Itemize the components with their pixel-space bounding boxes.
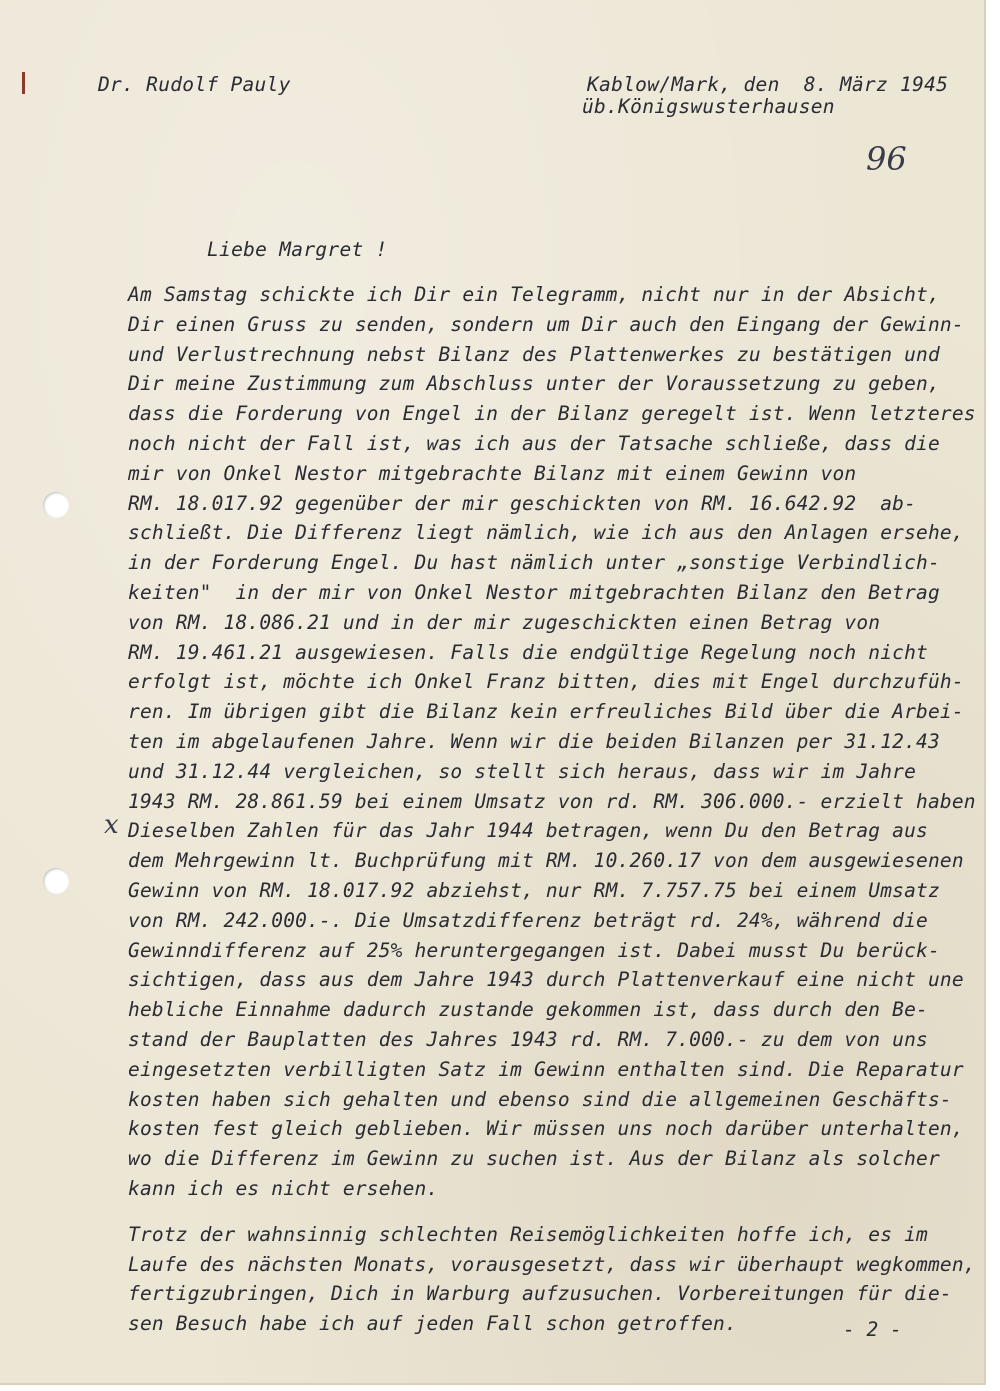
place-address: üb.Königswusterhausen — [582, 95, 835, 118]
closing-line: Trotz der wahnsinnig schlechten Reisemöglichkeiten hoffe ich, es im — [128, 1222, 928, 1246]
body-line: stand der Bauplatten des Jahres 1943 rd. RM. 7.000.- zu dem von uns — [128, 1027, 928, 1051]
body-line: eingesetzten verbilligten Satz im Gewinn enthalten sind. Die Reparatur — [128, 1057, 964, 1081]
sender-name: Dr. Rudolf Pauly — [98, 73, 291, 96]
body-line: dem Mehrgewinn lt. Buchprüfung mit RM. 10.260.17 von dem ausgewiesenen — [128, 849, 964, 873]
salutation: Liebe Margret ! — [207, 238, 388, 261]
body-line: ren. Im übrigen gibt die Bilanz kein erfreuliches Bild über die Arbei- — [128, 700, 964, 724]
punch-hole — [43, 492, 69, 518]
place-date: Kablow/Mark, den 8. März 1945 — [587, 73, 949, 96]
body-line: keiten" in der mir von Onkel Nestor mitgebrachten Bilanz den Betrag — [128, 580, 940, 604]
body-line: kosten haben sich gehalten und ebenso sind die allgemeinen Geschäfts- — [128, 1087, 952, 1111]
body-line: 1943 RM. 28.861.59 bei einem Umsatz von rd. RM. 306.000.- erzielt haben — [128, 789, 976, 813]
body-line: noch nicht der Fall ist, was ich aus der Tatsache schließe, dass die — [128, 431, 940, 455]
paragraph-gap — [128, 1204, 984, 1220]
body-line: erfolgt ist, möchte ich Onkel Franz bitten, dies mit Engel durchzufüh- — [128, 670, 964, 694]
body-line: kosten fest gleich geblieben. Wir müssen uns noch darüber unterhalten, — [128, 1117, 964, 1141]
closing-line: sen Besuch habe ich auf jeden Fall schon getroffen. — [128, 1312, 737, 1336]
body-line: Am Samstag schickte ich Dir ein Telegramm, nicht nur in der Absicht, — [128, 283, 940, 306]
body-line: Gewinn von RM. 18.017.92 abziehst, nur RM. 7.757.75 bei einem Umsatz — [128, 878, 940, 902]
page-number: - 2 - — [843, 1318, 902, 1341]
body-line: Dir meine Zustimmung zum Abschluss unter der Voraussetzung zu geben, — [128, 372, 940, 396]
folio-number: 96 — [866, 140, 907, 178]
punch-hole — [43, 868, 69, 894]
body-line: sichtigen, dass aus dem Jahre 1943 durch Plattenverkauf eine nicht une — [128, 968, 964, 992]
closing-line: Laufe des nächsten Monats, vorausgesetzt, dass wir überhaupt wegkommen, — [128, 1252, 976, 1276]
body-line: Dir einen Gruss zu senden, sondern um Dir auch den Eingang der Gewinn- — [128, 312, 964, 336]
body-line: dass die Forderung von Engel in der Bilanz geregelt ist. Wenn letzteres — [128, 402, 976, 426]
edge-mark — [22, 72, 25, 94]
body-line: ten im abgelaufenen Jahre. Wenn wir die beiden Bilanzen per 31.12.43 — [128, 729, 940, 753]
body-line: RM. 19.461.21 ausgewiesen. Falls die endgültige Regelung noch nicht — [128, 640, 928, 664]
closing-line: fertigzubringen, Dich in Warburg aufzusuchen. Vorbereitungen für die- — [128, 1282, 952, 1306]
body-line: und 31.12.44 vergleichen, so stellt sich heraus, dass wir im Jahre — [128, 759, 917, 783]
body-line: von RM. 18.086.21 und in der mir zugeschickten einen Betrag von — [128, 610, 881, 634]
body-line: hebliche Einnahme dadurch zustande gekommen ist, dass durch den Be- — [128, 998, 928, 1022]
body-line: von RM. 242.000.-. Die Umsatzdifferenz beträgt rd. 24%, während die — [128, 908, 928, 932]
body-line: RM. 18.017.92 gegenüber der mir geschickten von RM. 16.642.92 ab- — [128, 491, 917, 515]
body-line: in der Forderung Engel. Du hast nämlich unter „sonstige Verbindlich- — [128, 551, 940, 575]
body-line: Gewinndifferenz auf 25% heruntergegangen ist. Dabei musst Du berück- — [128, 938, 940, 962]
body-line: Dieselben Zahlen für das Jahr 1944 betragen, wenn Du den Betrag aus — [128, 819, 928, 843]
margin-mark: x — [104, 810, 119, 840]
body-line: und Verlustrechnung nebst Bilanz des Plattenwerkes zu bestätigen und — [128, 342, 940, 366]
body-line: wo die Differenz im Gewinn zu suchen ist. Aus der Bilanz als solcher — [128, 1147, 940, 1171]
letter-body — [128, 280, 984, 1339]
body-line: schließt. Die Differenz liegt nämlich, wie ich aus den Anlagen ersehe, — [128, 521, 964, 545]
body-line: kann ich es nicht ersehen. — [128, 1176, 439, 1200]
body-line: mir von Onkel Nestor mitgebrachte Bilanz mit einem Gewinn von — [128, 461, 857, 485]
